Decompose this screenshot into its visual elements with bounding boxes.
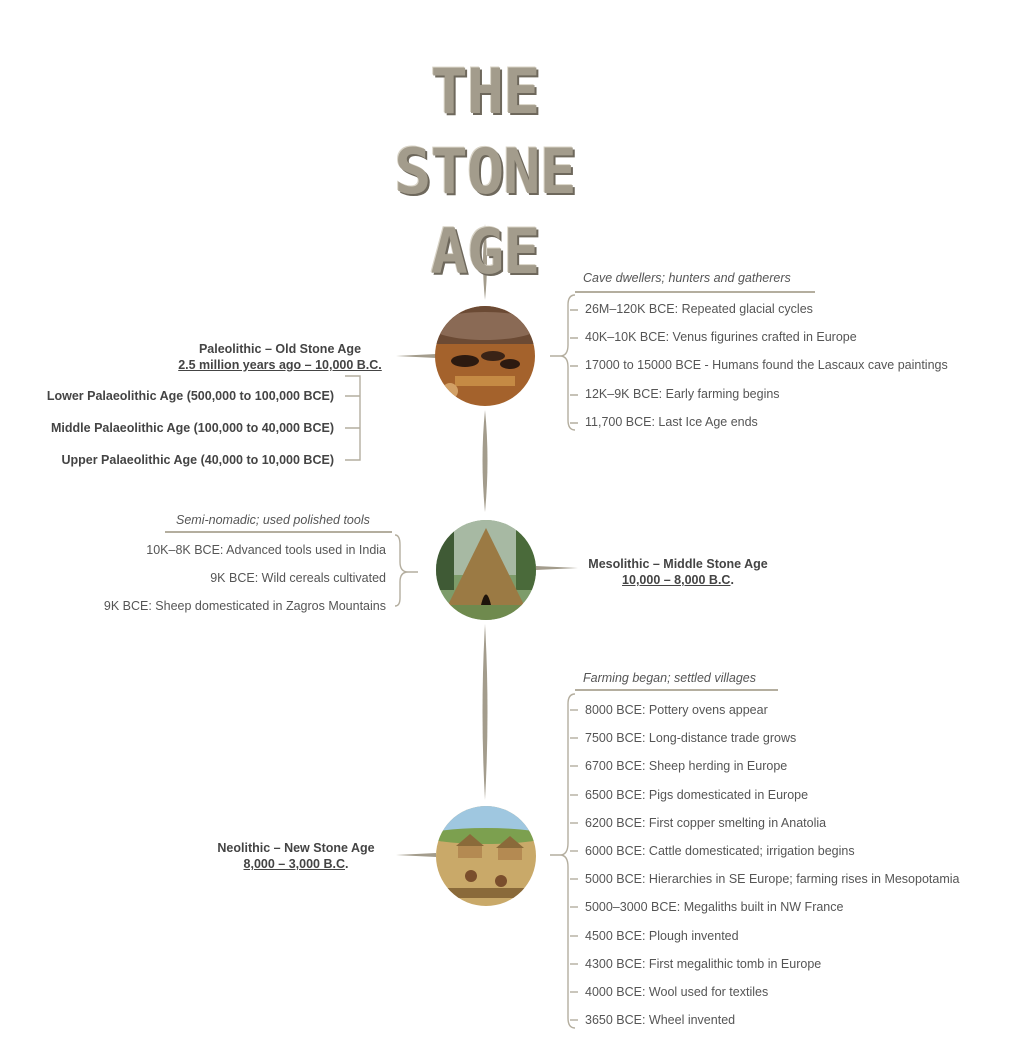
mesolithic-event: 9K BCE: Wild cereals cultivated (210, 571, 386, 585)
paleolithic-event: 17000 to 15000 BCE - Humans found the Lascaux cave paintings (585, 358, 948, 372)
subperiod-middle: Middle Palaeolithic Age (100,000 to 40,000 BCE) (51, 421, 334, 435)
neolithic-event: 6500 BCE: Pigs domesticated in Europe (585, 788, 809, 802)
neolithic-event: 5000 BCE: Hierarchies in SE Europe; farming rises in Mesopotamia (585, 872, 960, 886)
page-title (330, 52, 640, 292)
spike-paleo-left (396, 354, 436, 358)
mesolithic-period: . (730, 573, 734, 587)
neolithic-event: 7500 BCE: Long-distance trade grows (585, 731, 797, 745)
neolithic-image (436, 806, 536, 906)
mesolithic-dates: 10,000 – 8,000 B.C (622, 573, 731, 587)
neolithic-event: 4000 BCE: Wool used for textiles (585, 985, 769, 999)
mesolithic-note: Semi-nomadic; used polished tools (176, 513, 370, 527)
neolithic-event: 4300 BCE: First megalithic tomb in Europe (585, 957, 822, 971)
neolithic-event-ticks (568, 700, 580, 1030)
thatched-hut-image (436, 520, 536, 620)
paleo-event-brace (550, 295, 575, 430)
neolithic-dates: 8,000 – 3,000 B.C (243, 857, 345, 871)
mesolithic-heading: Mesolithic – Middle Stone Age (588, 557, 768, 571)
spike-meso-right (536, 566, 578, 570)
neolithic-event: 8000 BCE: Pottery ovens appear (585, 703, 768, 717)
subperiod-lower: Lower Palaeolithic Age (500,000 to 100,000 BCE) (46, 389, 334, 403)
neolithic-event: 3650 BCE: Wheel invented (585, 1013, 736, 1027)
neolithic-event: 6700 BCE: Sheep herding in Europe (585, 759, 788, 773)
neolithic-event: 6000 BCE: Cattle domesticated; irrigation begins (585, 844, 855, 858)
neolithic-event: 5000–3000 BCE: Megaliths built in NW France (585, 900, 844, 914)
subperiod-upper: Upper Palaeolithic Age (40,000 to 10,000 BCE) (61, 453, 334, 467)
paleo-sub-bracket (345, 376, 360, 460)
neolithic-period: . (344, 857, 349, 871)
neolithic-heading: Neolithic – New Stone Age (217, 841, 375, 855)
mesolithic-event: 10K–8K BCE: Advanced tools used in India (146, 543, 386, 557)
paleolithic-event: 12K–9K BCE: Early farming begins (585, 387, 780, 401)
neolithic-event: 6200 BCE: First copper smelting in Anatolia (585, 816, 827, 830)
mesolithic-label (578, 556, 778, 588)
trunk-segment-2 (483, 410, 488, 512)
mesolithic-event: 9K BCE: Sheep domesticated in Zagros Mountains (103, 599, 386, 613)
paleolithic-event: 26M–120K BCE: Repeated glacial cycles (585, 302, 813, 316)
mesolithic-image (436, 520, 536, 620)
paleolithic-label (160, 341, 400, 373)
village-scene-image (436, 806, 536, 906)
neolithic-note: Farming began; settled villages (583, 671, 757, 685)
neolithic-event: 4500 BCE: Plough invented (585, 929, 739, 943)
paleolithic-event: 40K–10K BCE: Venus figurines crafted in Europe (585, 330, 857, 344)
paleolithic-event: 11,700 BCE: Last Ice Age ends (585, 415, 758, 429)
paleolithic-dates: 2.5 million years ago – 10,000 B.C. (178, 358, 382, 372)
paleolithic-note: Cave dwellers; hunters and gatherers (583, 271, 791, 285)
paleolithic-heading: Paleolithic – Old Stone Age (198, 342, 362, 356)
trunk-segment-3 (483, 624, 488, 800)
title-line-1: THE STONE (394, 55, 576, 208)
cave-painting-image (435, 306, 535, 406)
title-line-2: AGE (430, 215, 540, 288)
paleolithic-image (435, 306, 535, 406)
neolithic-label (196, 840, 396, 872)
spike-neo-left (396, 853, 436, 857)
meso-event-brace (395, 535, 418, 606)
